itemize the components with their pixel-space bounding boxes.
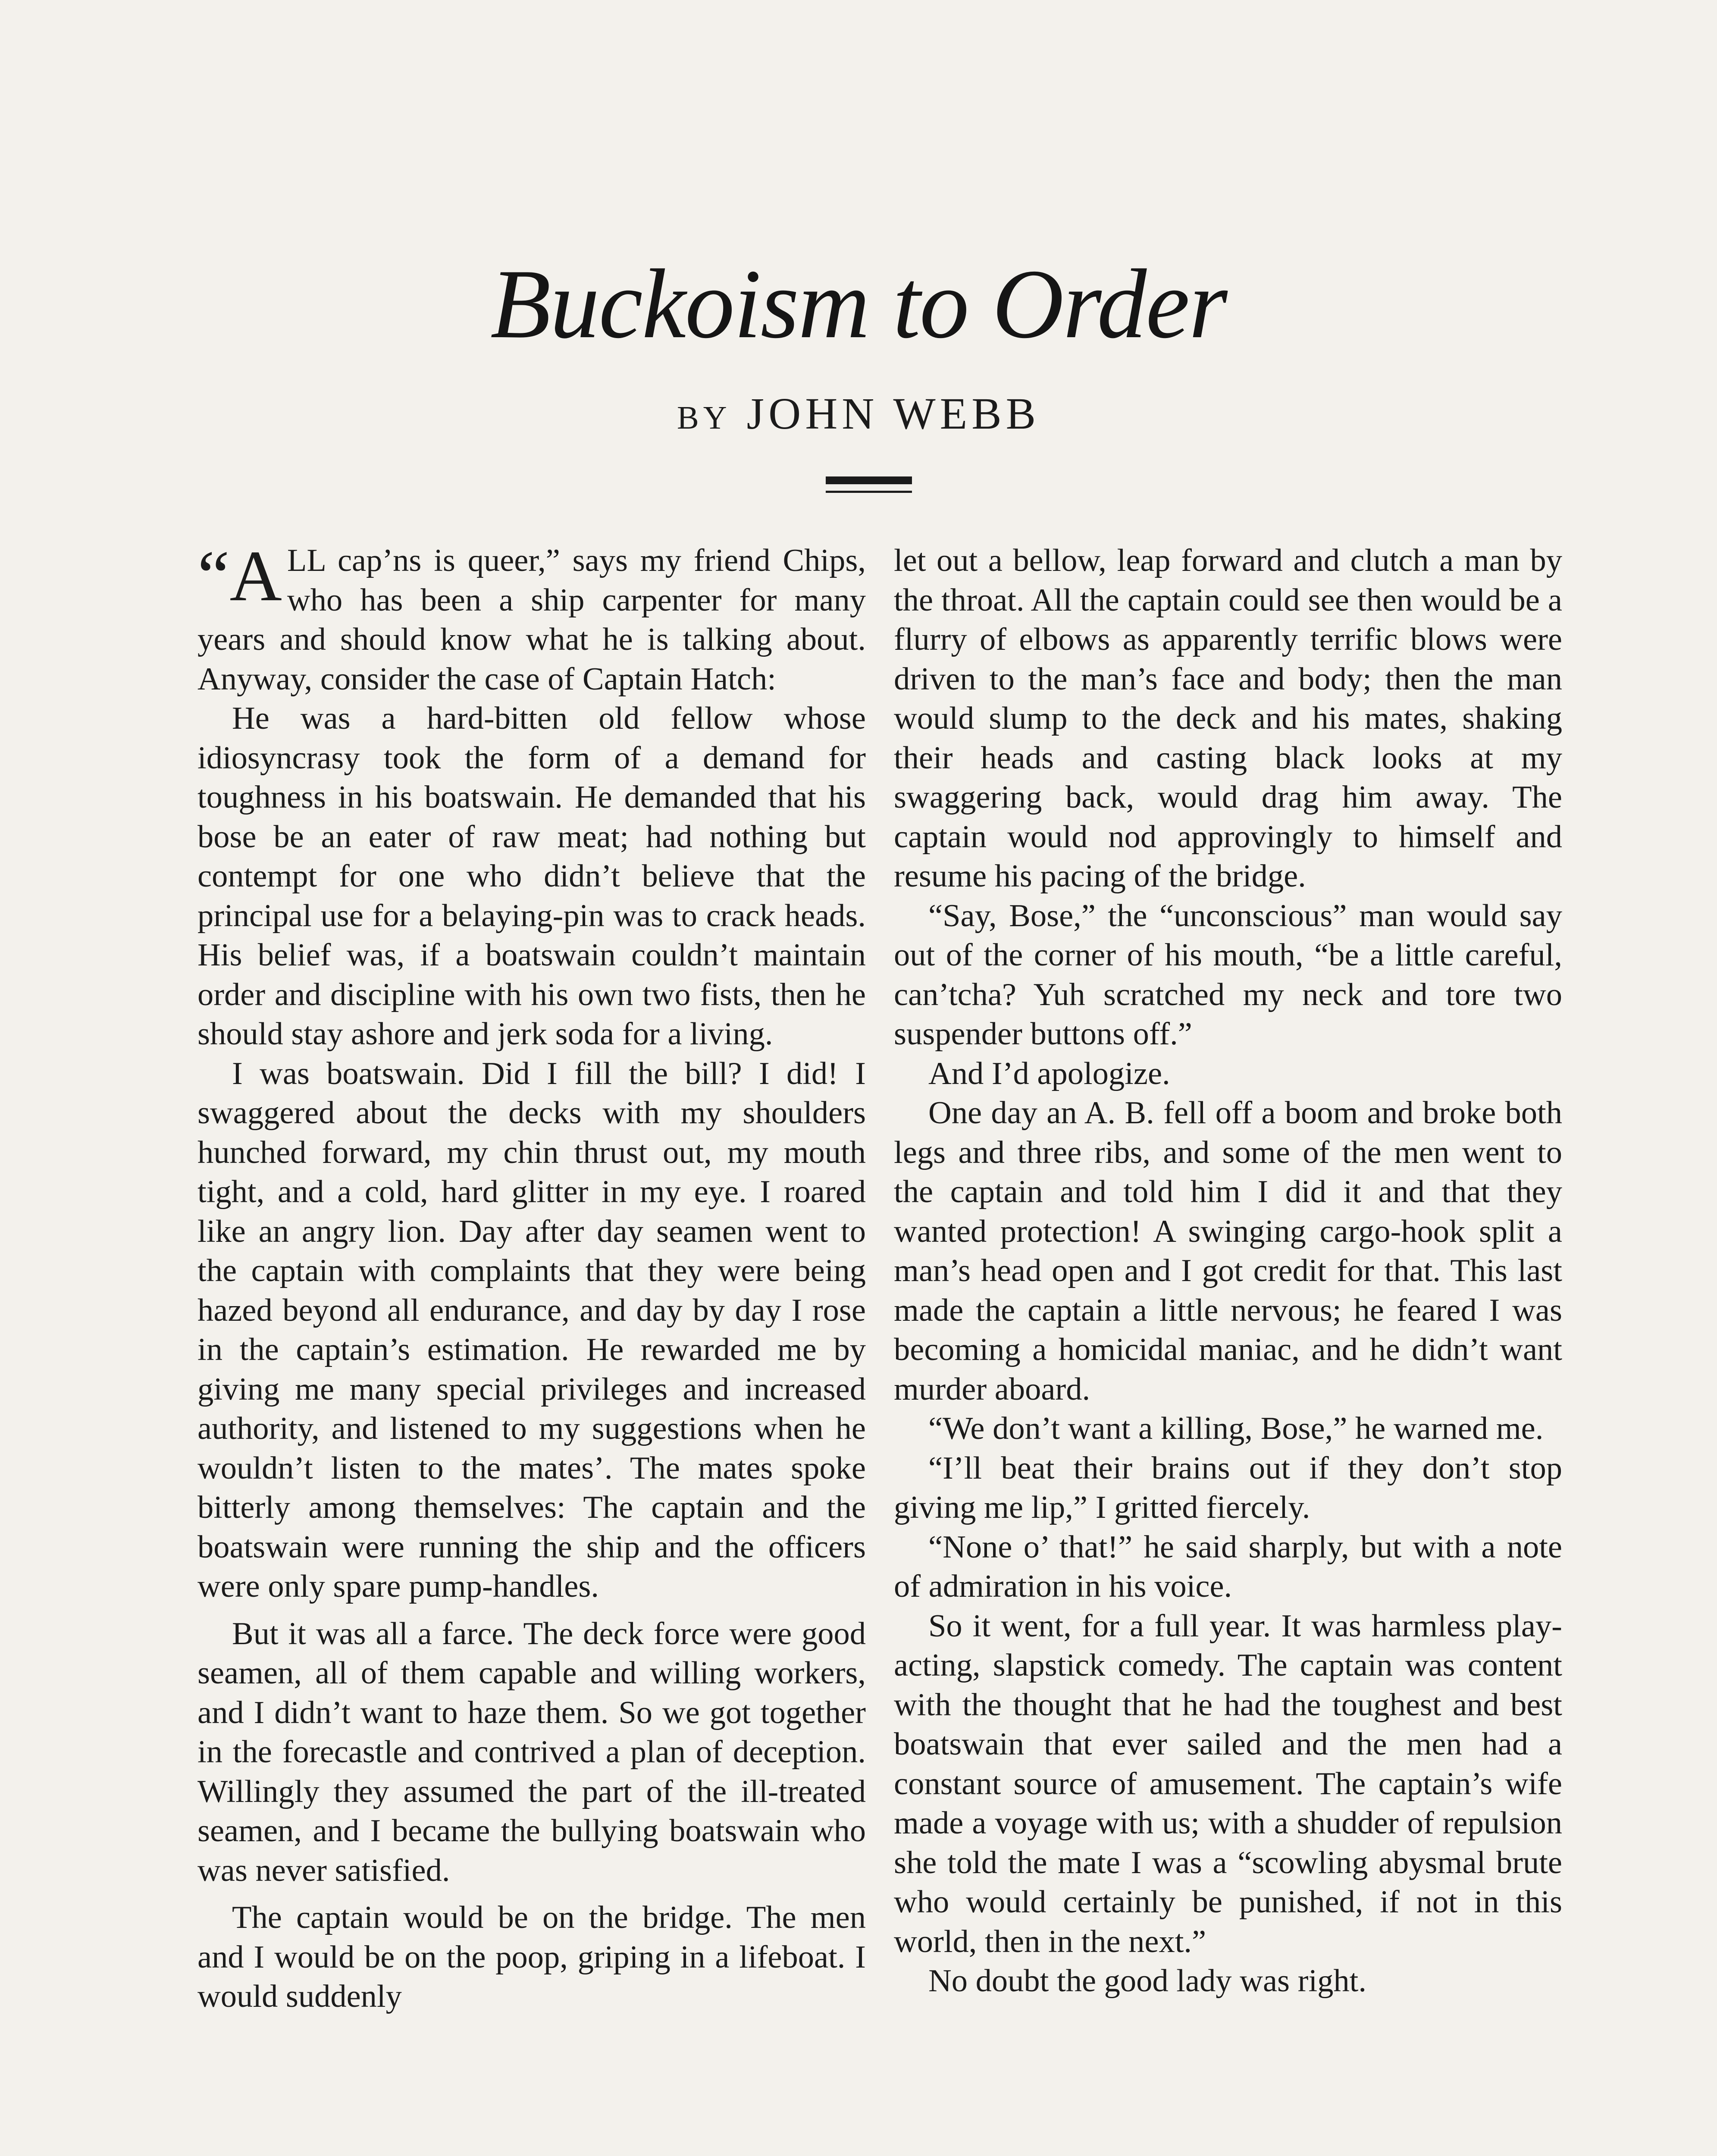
paragraph: “Say, Bose,” the “unconscious” man would say out of the corner of his mouth, “be a little careful, can’tcha? Yuh scratched my neck and tore two suspender buttons off.” (894, 898, 1562, 1052)
drop-cap: “A (197, 536, 282, 616)
article-title: Buckoism to Order (490, 249, 1227, 359)
drop-cap-letter: A (229, 536, 282, 616)
paragraph: The captain would be on the bridge. The men and I would be on the poop, griping in a lifeboat. I would suddenly (197, 1900, 866, 2014)
author-name: JOHN WEBB (746, 389, 1040, 439)
paragraph: But it was all a farce. The deck force were good seamen, all of them capable and willing workers, and I didn’t want to haze them. So we got together in the forecastle and contrived a plan of deception. Willingly they assumed the part of the ill-treated seamen, and I became the bullying boatswain who was never satisfied. (197, 1616, 866, 1888)
byline (0, 388, 1717, 439)
title-rule-thin (826, 491, 912, 493)
paragraph: “None o’ that!” he said sharply, but with a note of admiration in his voice. (894, 1529, 1562, 1604)
paragraph: So it went, for a full year. It was harmless play-acting, slapstick comedy. The captain was content with the thought that he had the toughest and best boatswain that ever sailed and the men had a constant source of amusement. The captain’s wife made a voyage with us; with a shudder of repulsion she told the mate I was a “scowling abysmal brute who would certainly be punished, if not in this world, then in the next.” (894, 1608, 1562, 1959)
paragraph: I was boatswain. Did I fill the bill? I did! I swaggered about the decks with my shoulders hunched forward, my chin thrust out, my mouth tight, and a cold, hard glitter in my eye. I roared like an angry lion. Day after day seamen went to the captain with complaints that they were being hazed beyond all endurance, and day by day I rose in the captain’s estimation. He rewarded me by giving me many special privileges and increased authority, and listened to my suggestions when he wouldn’t listen to the mates’. The mates spoke bitterly among themselves: The captain and the boatswain were running the ship and the officers were only spare pump-handles. (197, 1056, 866, 1604)
opening-text: LL cap’ns is queer,” says my friend Chips, who has been a ship carpenter for many years and should know what he is talking about. Anyway, consider the case of Captain Hatch: (197, 543, 866, 697)
paragraph: “I’ll beat their brains out if they don’t stop giving me lip,” I gritted fiercely. (894, 1450, 1562, 1525)
byline-prefix: BY (677, 400, 731, 436)
right-column (894, 541, 1562, 2001)
paragraph: One day an A. B. fell off a boom and broke both legs and three ribs, and some of the men went to the captain and told him I did it and that they wanted protection! A swinging cargo-hook split a man’s head open and I got credit for that. This last made the captain a little nervous; he feared I was becoming a homicidal maniac, and he didn’t want murder aboard. (894, 1095, 1562, 1407)
paragraph: “We don’t want a killing, Bose,” he warned me. (928, 1411, 1544, 1446)
paragraph: And I’d apologize. (928, 1056, 1170, 1091)
paragraph: No doubt the good lady was right. (928, 1963, 1366, 1999)
paragraph-continued: let out a bellow, leap forward and clutch a man by the throat. All the captain could see then would be a flurry of elbows as apparently terrific blows were driven to the man’s face and body; then the man would slump to the deck and his mates, shaking their heads and casting black looks at my swaggering back, would drag him away. The captain would nod approvingly to himself and resume his pacing of the bridge. (894, 543, 1562, 894)
paragraph: He was a hard-bitten old fellow whose idiosyncrasy took the form of a demand for toughness in his boatswain. He demanded that his bose be an eater of raw meat; had nothing but contempt for one who didn’t believe that the principal use for a belaying-pin was to crack heads. His belief was, if a boatswain couldn’t maintain order and discipline with his own two fists, then he should stay ashore and jerk soda for a living. (197, 701, 866, 1052)
title-rule-thick (826, 476, 912, 484)
left-column (197, 536, 866, 2017)
paragraph-opening (197, 536, 866, 699)
